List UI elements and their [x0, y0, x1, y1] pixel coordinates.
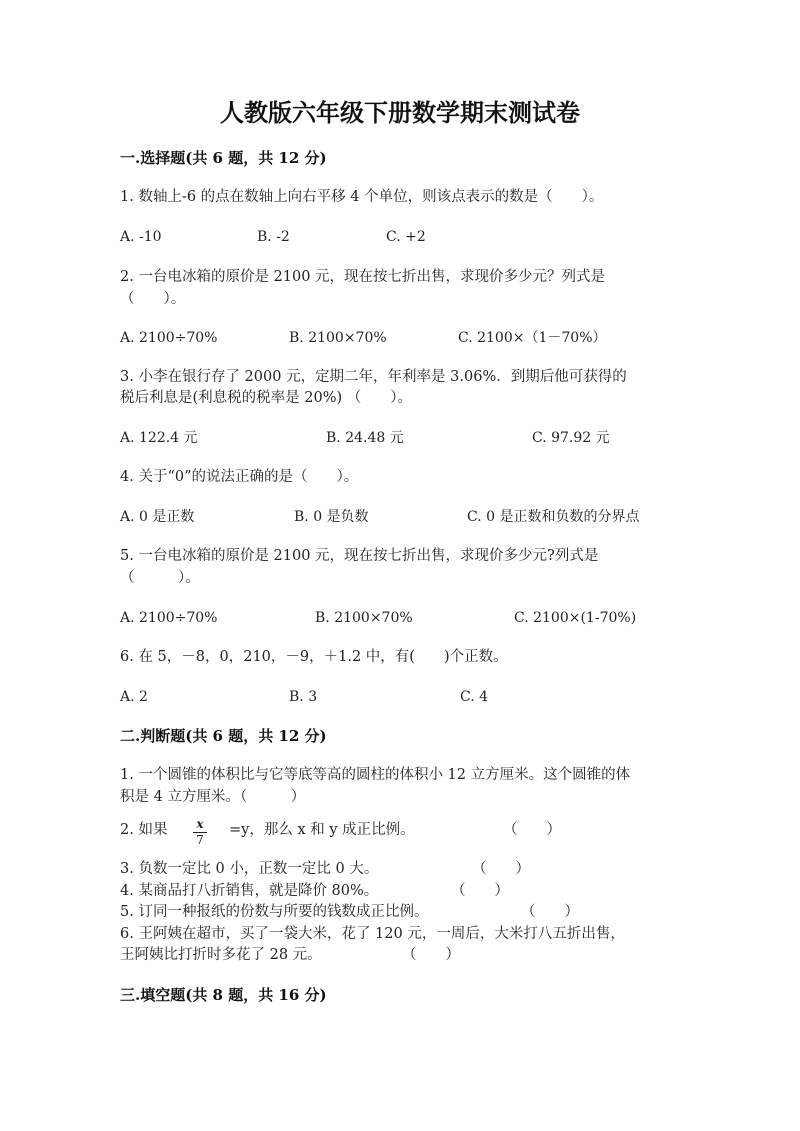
option-b: B. 0 是负数 [294, 509, 369, 525]
answer-blank: （ ） [402, 947, 460, 963]
question-text-cont: （ ）。 [120, 570, 200, 586]
question-text: 5. 订同一种报纸的份数与所要的钱数成正比例。 [120, 904, 429, 920]
question-text: 6. 王阿姨在超市，买了一袋大米，花了 120 元，一周后，大米打八五折出售， [120, 926, 625, 942]
question-text: 2. 如果 [120, 822, 168, 838]
section-heading-choice: 一.选择题(共 6 题，共 12 分) [120, 149, 327, 167]
question-text: 4. 某商品打八折销售，就是降价 80%。 [120, 883, 379, 899]
question-text-cont: 王阿姨比打折时多花了 28 元。 [120, 947, 322, 963]
option-b: B. 3 [289, 689, 318, 705]
section-heading-judge: 二.判断题(共 6 题，共 12 分) [120, 727, 327, 745]
option-c: C. 4 [460, 689, 489, 705]
question-text: 3. 负数一定比 0 小，正数一定比 0 大。 [120, 861, 379, 877]
fraction-numerator: x [196, 817, 204, 831]
question-text-cont: 税后利息是(利息税的税率是 20%) （ ）。 [120, 390, 413, 406]
option-c: C. 0 是正数和负数的分界点 [467, 509, 640, 525]
question-text: 2. 一台电冰箱的原价是 2100 元，现在按七折出售，求现价多少元？列式是 [120, 269, 606, 285]
answer-blank: （ ） [451, 883, 509, 899]
answer-blank: （ ） [472, 861, 530, 877]
option-c: C. 2100×（1－70%） [458, 330, 607, 346]
option-a: A. 2100÷70% [120, 330, 218, 346]
option-a: A. 2100÷70% [120, 610, 218, 626]
option-c: C. 2100×(1-70%) [514, 610, 637, 626]
option-a: A. -10 [120, 229, 162, 245]
section-heading-fill: 三.填空题(共 8 题，共 16 分) [120, 986, 327, 1004]
answer-blank: （ ） [521, 904, 579, 920]
fraction-x-over-7 [193, 818, 207, 846]
option-c: C. 97.92 元 [532, 430, 610, 446]
option-c: C. +2 [386, 229, 426, 245]
question-text-cont: （ ）。 [120, 291, 186, 307]
question-text: 3. 小李在银行存了 2000 元，定期二年，年利率是 3.06%．到期后他可获得的 [120, 369, 627, 385]
answer-blank: （ ） [503, 822, 561, 838]
option-a: A. 122.4 元 [120, 430, 198, 446]
option-a: A. 2 [120, 689, 148, 705]
option-b: B. 2100×70% [289, 330, 387, 346]
question-text: 1. 数轴上-6 的点在数轴上向右平移 4 个单位，则该点表示的数是（ ）。 [120, 189, 604, 205]
question-text: 1. 一个圆锥的体积比与它等底等高的圆柱的体积小 12 立方厘米。这个圆锥的体 [120, 767, 631, 783]
question-text: 5. 一台电冰箱的原价是 2100 元，现在按七折出售，求现价多少元?列式是 [120, 548, 599, 564]
question-text-cont: 积是 4 立方厘米。（ ） [120, 789, 306, 805]
option-b: B. -2 [257, 229, 290, 245]
page-title: 人教版六年级下册数学期末测试卷 [220, 98, 580, 127]
option-a: A. 0 是正数 [120, 509, 195, 525]
question-text: 4. 关于“0”的说法正确的是（ ）。 [120, 469, 359, 485]
fraction-denominator: 7 [196, 832, 204, 847]
question-text-cont: =y，那么 x 和 y 成正比例。 [229, 822, 415, 838]
option-b: B. 24.48 元 [326, 430, 404, 446]
question-text: 6. 在 5，－8，0，210，－9，＋1.2 中，有( )个正数。 [120, 649, 508, 665]
option-b: B. 2100×70% [315, 610, 413, 626]
